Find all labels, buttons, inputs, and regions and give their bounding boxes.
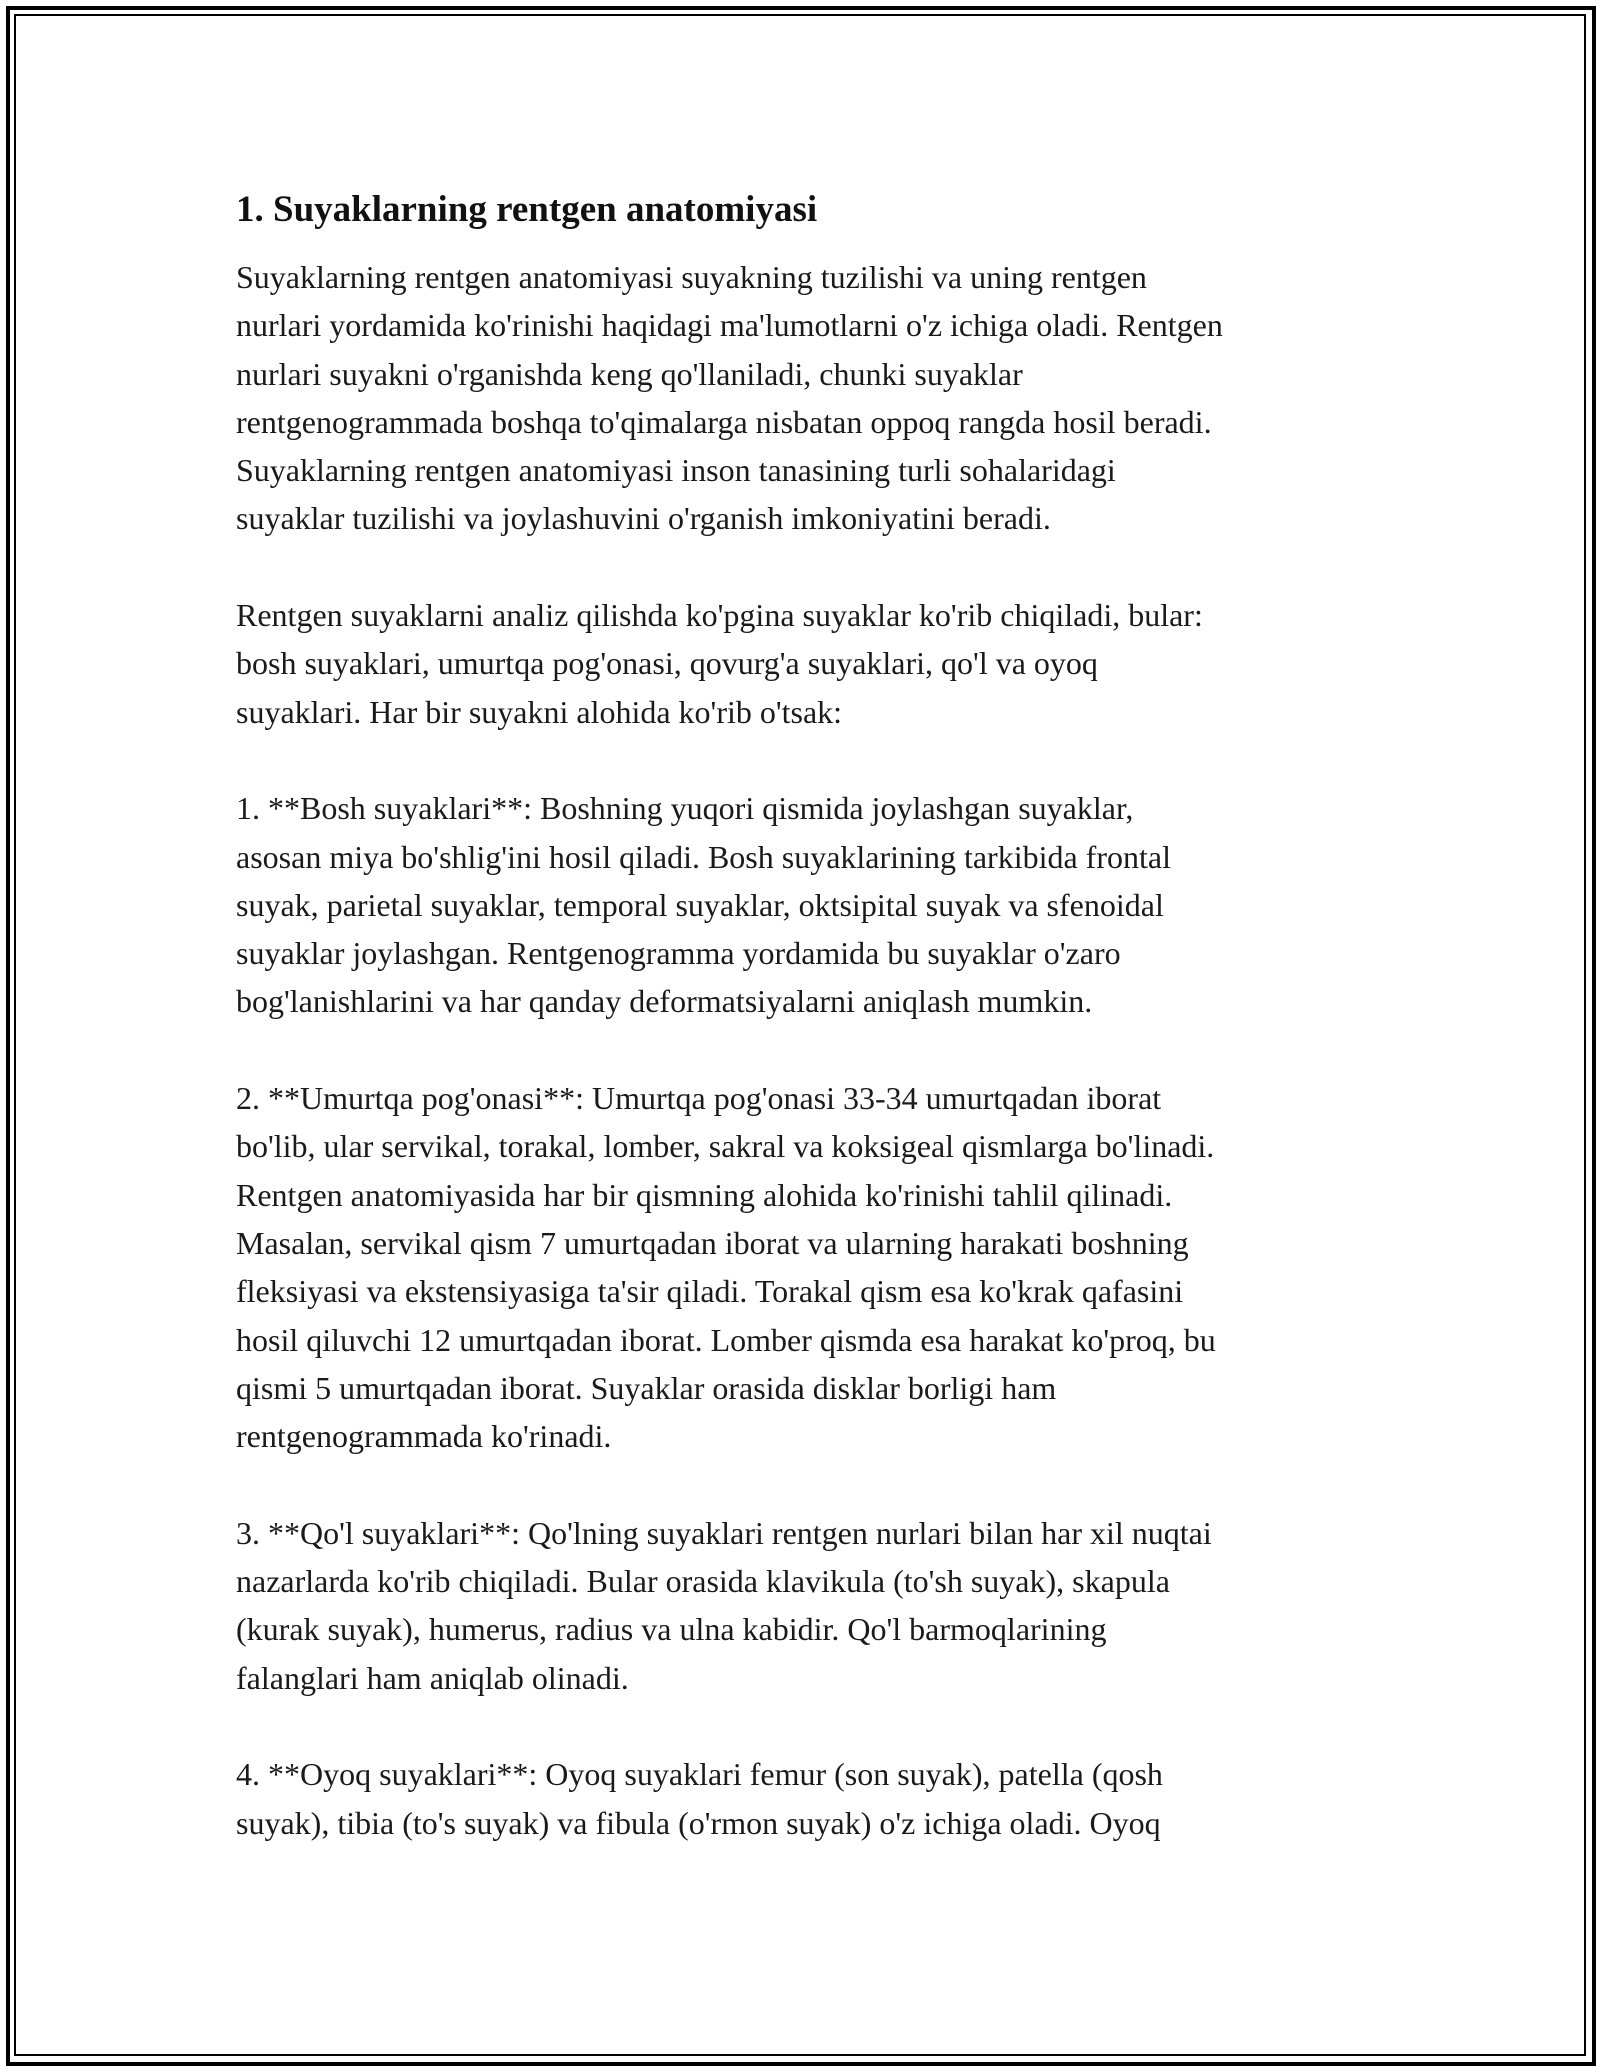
text-line: Suyaklarning rentgen anatomiyasi inson tanasining turli sohalaridagi — [236, 452, 1116, 489]
text-line: Rentgen anatomiyasida har bir qismning alohida ko'rinishi tahlil qilinadi. — [236, 1176, 1173, 1213]
document-body — [236, 186, 1376, 1895]
text-line: 1. **Bosh suyaklari**: Boshning yuqori qismida joylashgan suyaklar, — [236, 790, 1134, 827]
paragraph-intro — [236, 253, 1376, 543]
text-line: Masalan, servikal qism 7 umurtqadan iborat va ularning harakati boshning — [236, 1224, 1189, 1261]
text-line: nazarlarda ko'rib chiqiladi. Bular orasida klavikula (to'sh suyak), skapula — [236, 1563, 1170, 1600]
text-line: rentgenogrammada ko'rinadi. — [236, 1418, 612, 1455]
section-heading: 1. Suyaklarning rentgen anatomiyasi — [236, 189, 818, 230]
text-line: 2. **Umurtqa pog'onasi**: Umurtqa pog'onasi 33-34 umurtqadan iborat — [236, 1080, 1162, 1117]
paragraph-leg-bones — [236, 1750, 1376, 1847]
text-line: suyak, parietal suyaklar, temporal suyaklar, oktsipital suyak va sfenoidal — [236, 886, 1164, 923]
text-line: 4. **Oyoq suyaklari**: Oyoq suyaklari femur (son suyak), patella (qosh — [236, 1756, 1163, 1793]
text-line: (kurak suyak), humerus, radius va ulna kabidir. Qo'l barmoqlarining — [236, 1611, 1107, 1648]
text-line: bo'lib, ular servikal, torakal, lomber, sakral va koksigeal qismlarga bo'linadi. — [236, 1128, 1215, 1165]
text-line: qismi 5 umurtqadan iborat. Suyaklar orasida disklar borligi ham — [236, 1369, 1057, 1406]
text-line: falanglari ham aniqlab olinadi. — [236, 1659, 629, 1696]
text-line: bosh suyaklari, umurtqa pog'onasi, qovurg'a suyaklari, qo'l va oyoq — [236, 645, 1098, 682]
text-line: rentgenogrammada boshqa to'qimalarga nisbatan oppoq rangda hosil beradi. — [236, 403, 1212, 440]
text-line: fleksiyasi va ekstensiyasiga ta'sir qiladi. Torakal qism esa ko'krak qafasini — [236, 1273, 1184, 1310]
text-line: bog'lanishlarini va har qanday deformatsiyalarni aniqlash mumkin. — [236, 983, 1093, 1020]
text-line: nurlari yordamida ko'rinishi haqidagi ma'lumotlarni o'z ichiga oladi. Rentgen — [236, 307, 1223, 344]
text-line: suyaklar joylashgan. Rentgenogramma yordamida bu suyaklar o'zaro — [236, 935, 1121, 972]
text-line: hosil qiluvchi 12 umurtqadan iborat. Lomber qismda esa harakat ko'proq, bu — [236, 1321, 1216, 1358]
text-line: 3. **Qo'l suyaklari**: Qo'lning suyaklari rentgen nurlari bilan har xil nuqtai — [236, 1514, 1212, 1551]
paragraph-spine — [236, 1074, 1376, 1460]
text-line: Rentgen suyaklarni analiz qilishda ko'pgina suyaklar ko'rib chiqiladi, bular: — [236, 597, 1203, 634]
text-line: Suyaklarning rentgen anatomiyasi suyakning tuzilishi va uning rentgen — [236, 259, 1147, 295]
paragraph-skull-bones — [236, 784, 1376, 1025]
text-line: nurlari suyakni o'rganishda keng qo'llaniladi, chunki suyaklar — [236, 355, 1023, 392]
text-line: suyak), tibia (to's suyak) va fibula (o'rmon suyak) o'z ichiga oladi. Oyoq — [236, 1804, 1161, 1841]
paragraph-overview — [236, 591, 1376, 736]
text-line: asosan miya bo'shlig'ini hosil qiladi. Bosh suyaklarining tarkibida frontal — [236, 838, 1171, 875]
text-line: suyaklari. Har bir suyakni alohida ko'rib o'tsak: — [236, 693, 843, 730]
paragraph-arm-bones — [236, 1509, 1376, 1702]
text-line: suyaklar tuzilishi va joylashuvini o'rganish imkoniyatini beradi. — [236, 500, 1051, 537]
